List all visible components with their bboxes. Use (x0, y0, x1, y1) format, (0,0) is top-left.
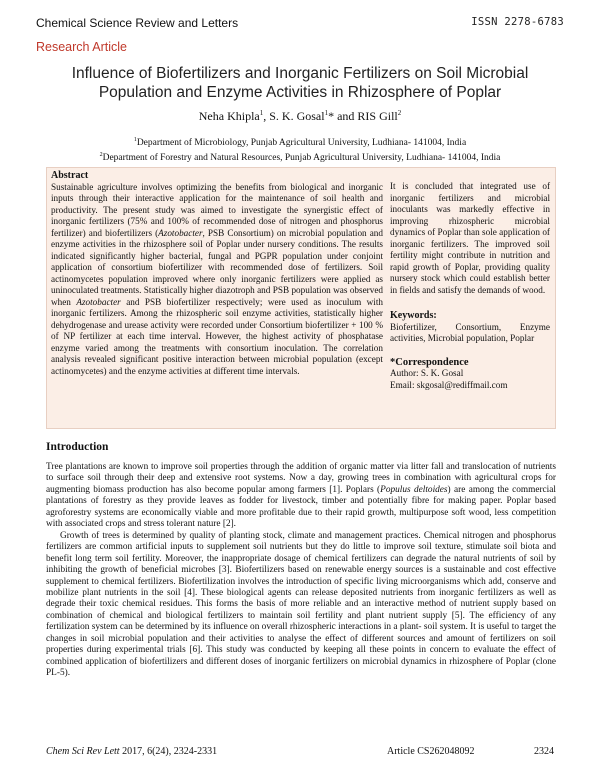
affiliation-mark: 2 (99, 152, 103, 159)
abstract-text: and PSB biofertilizer respectively; were used as inoculum with inorganic fertilizers. Among the rhizospheric soil enzyme activities, statistically higher dehydrogenase and urease activity were recorded under Consortium biofertilizer + 100 % of NP fertilizer at each time interval. However, the highest activity of phosphatase enzyme varied among the treatments with consortium inoculation. The correlation analysis revealed significant positive interaction between microbial population (except actinomycetes) and the enzyme activities at different time intervals. (51, 296, 383, 376)
abstract-italic: Azotobacter (158, 227, 203, 238)
page-number: 2324 (534, 746, 554, 757)
author-affil-mark: 1 (259, 109, 264, 117)
title-line-2: Population and Enzyme Activities in Rhizosphere of Poplar (98, 84, 502, 101)
footer-journal: Chem Sci Rev Lett (46, 746, 120, 757)
affiliation-text: Department of Forestry and Natural Resources, Punjab Agricultural University, Ludhiana- 141004, India (102, 153, 501, 164)
footer-volume: 2017, 6(24), 2324-2331 (119, 746, 218, 757)
abstract-conclusion: It is concluded that integrated use of inorganic fertilizers and microbial inoculants was markedly effective in improving rhizospheric microbial dynamics of Poplar than sole application of inorganic fertilizers. The improved soil fertility might contribute in nutrition and rapid growth of Poplar, providing quality nursery stock which could establish better in fields and satisfy the demands of wood. (390, 181, 550, 295)
paragraph-text: Tree plantations are known to improve soil properties through the addition of organic matter via litter fall and translocation of nutrients to surface soil through their deep and extensive root systems. Now a day, growing trees in combination with agricultural crops for augmenting biomass production has also become popular among farmers [1]. Poplars ( (46, 462, 556, 495)
affiliation (40, 149, 560, 164)
author-affil-mark: 2 (397, 109, 402, 117)
affiliation (40, 134, 560, 149)
abstract-side (390, 181, 550, 391)
paragraph: Growth of trees is determined by quality of planting stock, climate and management practices. Chemical nitrogen and phosphorus fertilizers are common artificial inputs to supplement soil nutrients but they do little to improve soil texture, stimulate soil biota and benefit long term soil fertility. Moreover, the inappropriate dosage of chemical fertilizers can degrade the natural nutrients of soil by inhibiting the growth of beneficial microbes [3]. Biofertilizers based on renewable energy sources is a sustainable and cost effective supplement to chemical fertilizers. Biofertilization involves the introduction of specific living microorganisms which add, conserve and mobilize plant nutrients in the soil [4]. These biological agents can release deposited nutrients from inorganic fertilizers as well as degrade their toxic chemical residues. This forms the basis of more reliable and an interactive method of nutrient supply based on combination of chemical and biological fertilizers to maintain soil fertility and plant nutrient supply [5]. The efficiency of any fertilization system can be determined by its influence on overall rhizospheric interactions in a plant- soil system. It is useful to target the changes in soil microbial population and their activities to analyse the effect of different sources and amount of fertilizers on soil properties during experimental trials [6]. This study was conducted by keeping all these points in concern to evaluate the effect of combined application of biofertilizers and different doses of inorganic fertilizers on microbial dynamics in rhizosphere of Poplar (clone PL-5). (46, 530, 556, 679)
affiliation-mark: 1 (133, 137, 137, 143)
correspondence-heading: *Correspondence (390, 356, 469, 368)
species-name: Populus deltoides (380, 484, 448, 495)
keywords-heading: Keywords: (390, 310, 437, 321)
issn: ISSN 2278-6783 (471, 16, 564, 28)
paragraph (46, 462, 556, 531)
affiliations (40, 134, 560, 164)
paragraph-text: ) are among the commercial plantations of forestry as they provide leaves as fodder for livestock, timber and potentially fibre for making paper. Poplar based agroforestry systems are economically viable and more profitable due to their rapid growth, multipurpose soft wood, less competition with associated crops and stress tolerant nature [2]. (46, 484, 556, 530)
abstract-text: , PSB Consortium) on microbial population and enzyme activities in the rhizosphere soil of Poplar under nursery conditions. The results indicated significantly higher bacterial, fungal and PGPR population under conjoint application of consortium biofertilizer with recommended dose of fertilizers. Soil actinomycetes population improved where only inorganic fertilizers were applied as uninoculated treatments. Statistically higher diazotroph and PSB population was observed when (51, 227, 383, 307)
author-affil-mark: 1 (324, 109, 329, 117)
footer-citation (46, 746, 217, 757)
introduction-body (46, 462, 556, 680)
abstract-box (46, 167, 556, 429)
author-and: and (337, 109, 355, 123)
abstract-main (51, 170, 383, 377)
keywords-text: Biofertilizer, Consortium, Enzyme activities, Microbial population, Poplar (390, 321, 550, 343)
author-name: RIS Gill (357, 109, 398, 123)
footer-article-id: Article CS262048092 (387, 746, 475, 757)
correspondence-email: Email: skgosal@rediffmail.com (390, 379, 508, 390)
abstract-text: Sustainable agriculture involves optimizing the benefits from biological and inorganic inputs through their interactive application for the maintenance of soil health and productivity. The present study was aimed to investigate the synergistic effect of inorganic fertilizers (75% and 100% of recommended dose of nitrogen and phosphorus fertilizer) and biofertilizers ( (51, 181, 383, 238)
journal-name: Chemical Science Review and Letters (36, 16, 239, 30)
abstract-italic: Azotobacter (76, 296, 121, 307)
section-heading-introduction: Introduction (46, 441, 109, 453)
title-line-1: Influence of Biofertilizers and Inorganic Fertilizers on Soil Microbial (71, 65, 529, 82)
abstract-heading: Abstract (51, 170, 89, 181)
paper-title (40, 64, 560, 102)
author-name: Neha Khipla (198, 109, 260, 123)
author-name: S. K. Gosal (269, 109, 325, 123)
author-list: Neha Khipla$^1$, S. K. Gosal$^1$* and RIS Gill$^2$ (198, 109, 402, 123)
corresponding-mark: * (328, 109, 335, 123)
correspondence-author: Author: S. K. Gosal (390, 368, 464, 378)
article-type: Research Article (36, 40, 128, 54)
affiliation-text: Department of Microbiology, Punjab Agricultural University, Ludhiana- 141004, India (136, 138, 467, 149)
